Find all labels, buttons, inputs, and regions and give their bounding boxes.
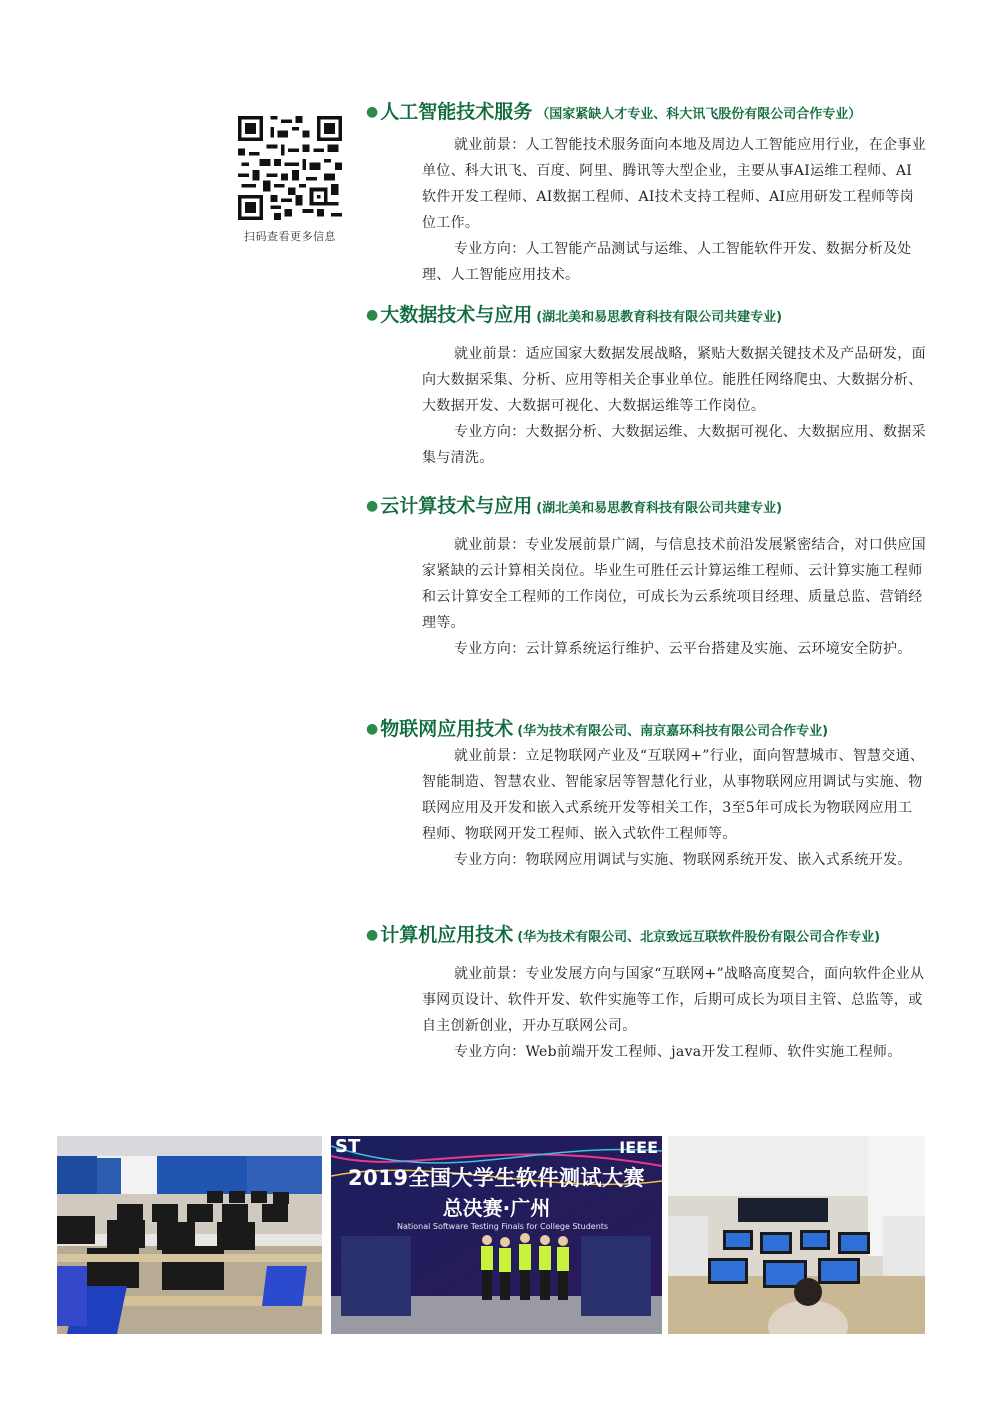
program-subtitle: (湖北美和易思教育科技有限公司共建专业) [536,501,783,516]
program-subtitle: （国家紧缺人才专业、科大讯飞股份有限公司合作专业） [536,107,862,122]
specialization-direction: 专业方向：云计算系统运行维护、云平台搭建及实施、云环境安全防护。 [454,641,912,657]
employment-text [366,132,926,236]
bullet-icon: ● [366,307,379,323]
employment-text [366,961,926,1039]
banner-logo-right: IEEE [619,1138,658,1157]
program-title: 大数据技术与应用 [380,304,533,326]
specialization-direction: 专业方向：人工智能产品测试与运维、人工智能软件开发、数据分析及处理、人工智能应用技术。 [422,241,912,283]
bullet-icon: ● [366,927,379,943]
photo-competition [331,1136,662,1334]
qr-code[interactable] [238,116,342,220]
banner-logo-left: ST [335,1136,361,1157]
specialization-direction: 专业方向：Web前端开发工程师、java开发工程师、软件实施工程师。 [454,1044,902,1060]
program-bigdata [366,300,926,471]
program-title: 计算机应用技术 [380,924,514,946]
banner-title: 2019全国大学生软件测试大赛 [348,1166,645,1190]
employment-text [366,532,926,636]
specialization-direction: 专业方向：物联网应用调试与实施、物联网系统开发、嵌入式系统开发。 [454,852,912,868]
direction-text [366,1039,926,1065]
employment-text [366,341,926,419]
banner-english: National Software Testing Finals for College Students [397,1222,609,1231]
banner-subtitle: 总决赛·广州 [442,1196,551,1220]
bullet-icon: ● [366,498,379,514]
direction-text [366,236,926,288]
direction-text [366,636,926,662]
employment-prospect: 就业前景：立足物联网产业及“互联网+”行业，面向智慧城市、智慧交通、智能制造、智慧农业、智能家居等智慧化行业，从事物联网应用调试与实施、物联网应用及开发和嵌入式系统开发等相关工作，3至5年可成长为物联网应用工程师、物联网开发工程师、嵌入式软件工程师等。 [422,748,925,842]
program-title: 物联网应用技术 [380,718,514,740]
program-heading [366,920,926,947]
program-heading [366,714,926,741]
employment-prospect: 就业前景：适应国家大数据发展战略，紧贴大数据关键技术及产品研发，面向大数据采集、分析、应用等相关企事业单位。能胜任网络爬虫、大数据分析、大数据开发、大数据可视化、大数据运维等工作岗位。 [422,346,926,414]
employment-prospect: 就业前景：人工智能技术服务面向本地及周边人工智能应用行业，在企事业单位、科大讯飞、百度、阿里、腾讯等大型企业，主要从事AI运维工程师、AI软件开发工程师、AI数据工程师、AI技术支持工程师、AI应用研发工程师等岗位工作。 [422,137,926,231]
bullet-icon: ● [366,721,379,737]
direction-text [366,847,926,873]
photo-strip [57,1136,925,1334]
photo-classroom [668,1136,925,1334]
program-subtitle: (华为技术有限公司、北京致远互联软件股份有限公司合作专业) [517,930,881,945]
program-subtitle: (湖北美和易思教育科技有限公司共建专业) [536,310,783,325]
program-ai [366,97,926,288]
program-computer [366,920,926,1065]
specialization-direction: 专业方向：大数据分析、大数据运维、大数据可视化、大数据应用、数据采集与清洗。 [422,424,926,466]
qr-caption: 扫码查看更多信息 [244,230,336,243]
bullet-icon: ● [366,104,379,120]
program-title: 人工智能技术服务 [380,101,533,123]
program-cloud [366,491,926,662]
employment-text [366,743,926,847]
program-heading [366,300,926,327]
program-subtitle: (华为技术有限公司、南京嘉环科技有限公司合作专业) [517,724,829,739]
program-heading [366,97,926,124]
program-iot [366,714,926,873]
employment-prospect: 就业前景：专业发展方向与国家“互联网+”战略高度契合，面向软件企业从事网页设计、软件开发、软件实施等工作，后期可成长为项目主管、总监等，或自主创新创业，开办互联网公司。 [422,966,925,1034]
program-title: 云计算技术与应用 [380,495,533,517]
employment-prospect: 就业前景：专业发展前景广阔，与信息技术前沿发展紧密结合，对口供应国家紧缺的云计算相关岗位。毕业生可胜任云计算运维工程师、云计算实施工程师和云计算安全工程师的工作岗位，可成长为云系统项目经理、质量总监、营销经理等。 [422,537,926,631]
program-heading [366,491,926,518]
photo-computer-lab [57,1136,322,1334]
direction-text [366,419,926,471]
